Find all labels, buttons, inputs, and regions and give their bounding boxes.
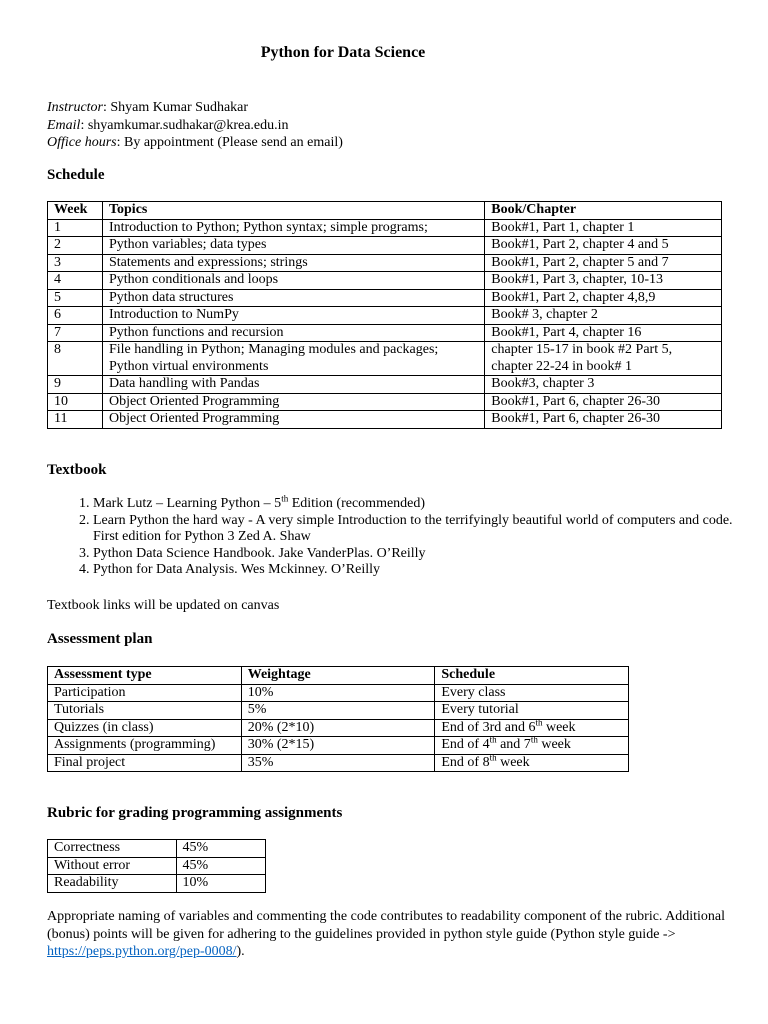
- header-book-chapter: Book/Chapter: [485, 202, 722, 220]
- percent-cell: 10%: [176, 875, 266, 893]
- chapter-cell: Book#3, chapter 3: [485, 376, 722, 394]
- course-info: [47, 99, 343, 152]
- instructor-label: Instructor: [47, 100, 103, 115]
- email-line: [47, 117, 343, 135]
- office-hours-line: [47, 134, 343, 152]
- header-weightage: Weightage: [241, 667, 435, 685]
- table-row: [48, 307, 722, 325]
- table-row: [48, 393, 722, 411]
- topic-cell: Python data structures: [102, 289, 484, 307]
- schedule-heading: Schedule: [47, 167, 105, 183]
- email-label: Email: [47, 117, 81, 133]
- topic-cell: Python functions and recursion: [102, 324, 484, 342]
- topic-cell: Introduction to NumPy: [102, 307, 484, 325]
- topic-cell: File handling in Python; Managing modules and packages; Python virtual environments: [102, 342, 484, 376]
- criterion-cell: Readability: [48, 875, 177, 893]
- table-row: [48, 376, 722, 394]
- table-row: [48, 857, 266, 875]
- header-assessment-type: Assessment type: [48, 667, 242, 685]
- email-value: : shyamkumar.sudhakar@krea.edu.in: [80, 117, 289, 133]
- topic-cell: Object Oriented Programming: [102, 411, 484, 429]
- week-cell: 11: [48, 411, 103, 429]
- criterion-cell: Without error: [48, 857, 177, 875]
- assessment-table: [47, 666, 629, 772]
- list-item: 4. Python for Data Analysis. Wes Mckinney. O’Reilly: [93, 562, 733, 579]
- topic-cell: Python variables; data types: [102, 237, 484, 255]
- week-cell: 8: [48, 342, 103, 376]
- table-row: [48, 719, 629, 737]
- schedule-cell: Every class: [435, 684, 629, 702]
- week-cell: 9: [48, 376, 103, 394]
- chapter-cell: Book# 3, chapter 2: [485, 307, 722, 325]
- office-hours-value: : By appointment (Please send an email): [116, 135, 343, 150]
- header-week: Week: [48, 202, 103, 220]
- rubric-heading: Rubric for grading programming assignments: [47, 805, 343, 821]
- topic-cell: Introduction to Python; Python syntax; simple programs;: [102, 219, 484, 237]
- table-row: [48, 411, 722, 429]
- chapter-cell: Book#1, Part 4, chapter 16: [485, 324, 722, 342]
- table-row: [48, 342, 722, 376]
- schedule-cell: End of 8th week: [435, 754, 629, 772]
- weight-cell: 10%: [241, 684, 435, 702]
- instructor-value: : Shyam Kumar Sudhakar: [103, 100, 249, 115]
- schedule-cell: Every tutorial: [435, 702, 629, 720]
- percent-cell: 45%: [176, 840, 266, 858]
- table-row: [48, 237, 722, 255]
- type-cell: Quizzes (in class): [48, 719, 242, 737]
- table-row: [48, 219, 722, 237]
- header-topics: Topics: [102, 202, 484, 220]
- chapter-cell: Book#1, Part 1, chapter 1: [485, 219, 722, 237]
- list-item: 2. Learn Python the hard way - A very simple Introduction to the terrifyingly beautiful world of computers and code. First edition for Python 3 Zed A. Shaw: [93, 513, 733, 546]
- table-row: [48, 272, 722, 290]
- table-row: [48, 289, 722, 307]
- list-item: 3. Python Data Science Handbook. Jake VanderPlas. O’Reilly: [93, 546, 733, 563]
- percent-cell: 45%: [176, 857, 266, 875]
- week-cell: 2: [48, 237, 103, 255]
- type-cell: Participation: [48, 684, 242, 702]
- table-row: [48, 875, 266, 893]
- week-cell: 6: [48, 307, 103, 325]
- chapter-cell: Book#1, Part 2, chapter 4 and 5: [485, 237, 722, 255]
- chapter-cell: chapter 15-17 in book #2 Part 5, chapter 22-24 in book# 1: [485, 342, 722, 376]
- week-cell: 3: [48, 254, 103, 272]
- schedule-header-row: [48, 202, 722, 220]
- instructor-line: [47, 99, 343, 117]
- type-cell: Tutorials: [48, 702, 242, 720]
- topic-cell: Object Oriented Programming: [102, 393, 484, 411]
- weight-cell: 30% (2*15): [241, 737, 435, 755]
- week-cell: 10: [48, 393, 103, 411]
- assessment-heading: Assessment plan: [47, 631, 153, 647]
- document-title: Python for Data Science: [260, 44, 426, 61]
- weight-cell: 35%: [241, 754, 435, 772]
- week-cell: 7: [48, 324, 103, 342]
- rubric-paragraph: Appropriate naming of variables and commenting the code contributes to readability component of the rubric. Additional (bonus) points will be given for adhering to the guidelines provided in python style guide (Python style guide -> https://peps.python.org/pep-0008/).: [47, 909, 726, 959]
- textbook-note: Textbook links will be updated on canvas: [47, 598, 280, 613]
- chapter-cell: Book#1, Part 2, chapter 4,8,9: [485, 289, 722, 307]
- chapter-cell: Book#1, Part 6, chapter 26-30: [485, 393, 722, 411]
- assessment-header-row: [48, 667, 629, 685]
- type-cell: Final project: [48, 754, 242, 772]
- table-row: [48, 840, 266, 858]
- schedule-table: [47, 201, 722, 429]
- list-item: 1. Mark Lutz – Learning Python – 5th Edition (recommended): [93, 496, 733, 513]
- textbook-list: [47, 493, 733, 579]
- table-row: [48, 684, 629, 702]
- chapter-cell: Book#1, Part 3, chapter, 10-13: [485, 272, 722, 290]
- textbook-heading: Textbook: [47, 462, 107, 478]
- weight-cell: 5%: [241, 702, 435, 720]
- topic-cell: Data handling with Pandas: [102, 376, 484, 394]
- week-cell: 1: [48, 219, 103, 237]
- week-cell: 4: [48, 272, 103, 290]
- office-hours-label: Office hours: [47, 135, 117, 150]
- schedule-cell: End of 3rd and 6th week: [435, 719, 629, 737]
- table-row: [48, 754, 629, 772]
- type-cell: Assignments (programming): [48, 737, 242, 755]
- table-row: [48, 324, 722, 342]
- table-row: [48, 737, 629, 755]
- chapter-cell: Book#1, Part 6, chapter 26-30: [485, 411, 722, 429]
- topic-cell: Python conditionals and loops: [102, 272, 484, 290]
- criterion-cell: Correctness: [48, 840, 177, 858]
- rubric-table: [47, 839, 266, 893]
- header-schedule: Schedule: [435, 667, 629, 685]
- chapter-cell: Book#1, Part 2, chapter 5 and 7: [485, 254, 722, 272]
- pep8-link[interactable]: https://peps.python.org/pep-0008/: [47, 944, 237, 959]
- weight-cell: 20% (2*10): [241, 719, 435, 737]
- table-row: [48, 254, 722, 272]
- schedule-cell: End of 4th and 7th week: [435, 737, 629, 755]
- week-cell: 5: [48, 289, 103, 307]
- topic-cell: Statements and expressions; strings: [102, 254, 484, 272]
